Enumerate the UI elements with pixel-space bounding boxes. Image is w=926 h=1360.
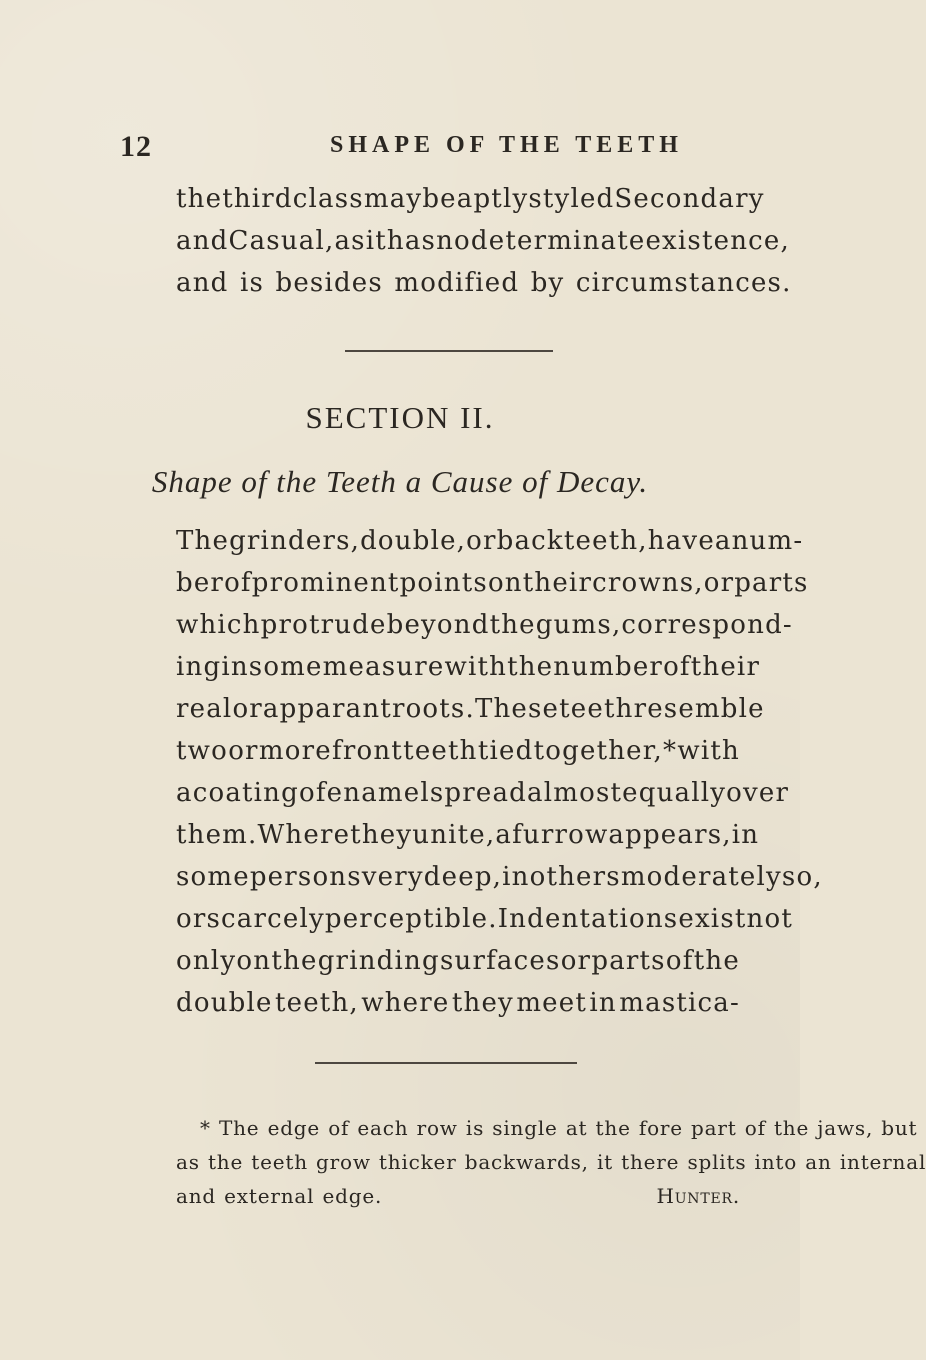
paragraph-line: ing in some measure with the number of their (176, 652, 761, 682)
paragraph-line: them. Where they unite, a furrow appears, in (176, 820, 760, 850)
paragraph-line: The grinders, double, or back teeth, have a num- (176, 526, 804, 556)
footnote-last-line (176, 1184, 740, 1208)
opening-line: the third class may be aptly styled Secondary (176, 184, 765, 214)
paragraph-line: which protrude beyond the gums, correspond- (176, 610, 793, 640)
paragraph-line: two or more front teeth tied together,* with (176, 736, 740, 766)
paragraph-line: or scarcely perceptible. Indentations exist not (176, 904, 793, 934)
paragraph-line: ber of prominent points on their crowns, or parts (176, 568, 809, 598)
running-title: SHAPE OF THE TEETH (330, 132, 683, 158)
paragraph-line: some persons very deep, in others moderately so, (176, 862, 823, 892)
section-heading: SECTION II. (305, 400, 495, 435)
footnote-line: and external edge. (176, 1184, 383, 1208)
footnote-divider (315, 1062, 577, 1064)
paragraph-line: only on the grinding surfaces or parts of the (176, 946, 740, 976)
footnote-line: as the teeth grow thicker backwards, it there splits into an internal (176, 1150, 926, 1174)
page-number: 12 (120, 130, 152, 163)
section-subtitle: Shape of the Teeth a Cause of Decay. (151, 464, 649, 499)
footnote-line: * The edge of each row is single at the fore part of the jaws, but (200, 1116, 918, 1140)
opening-line: and is besides modified by circumstances. (176, 268, 792, 298)
paragraph-line: a coating of enamel spread almost equally over (176, 778, 790, 808)
footnote-attribution: Hunter. (656, 1184, 740, 1208)
paragraph-line: double teeth, where they meet in mastica- (176, 988, 740, 1018)
section-divider (345, 350, 553, 352)
opening-line: and Casual, as it has no determinate existence, (176, 226, 790, 256)
paragraph-line: real or apparant roots. These teeth resemble (176, 694, 765, 724)
